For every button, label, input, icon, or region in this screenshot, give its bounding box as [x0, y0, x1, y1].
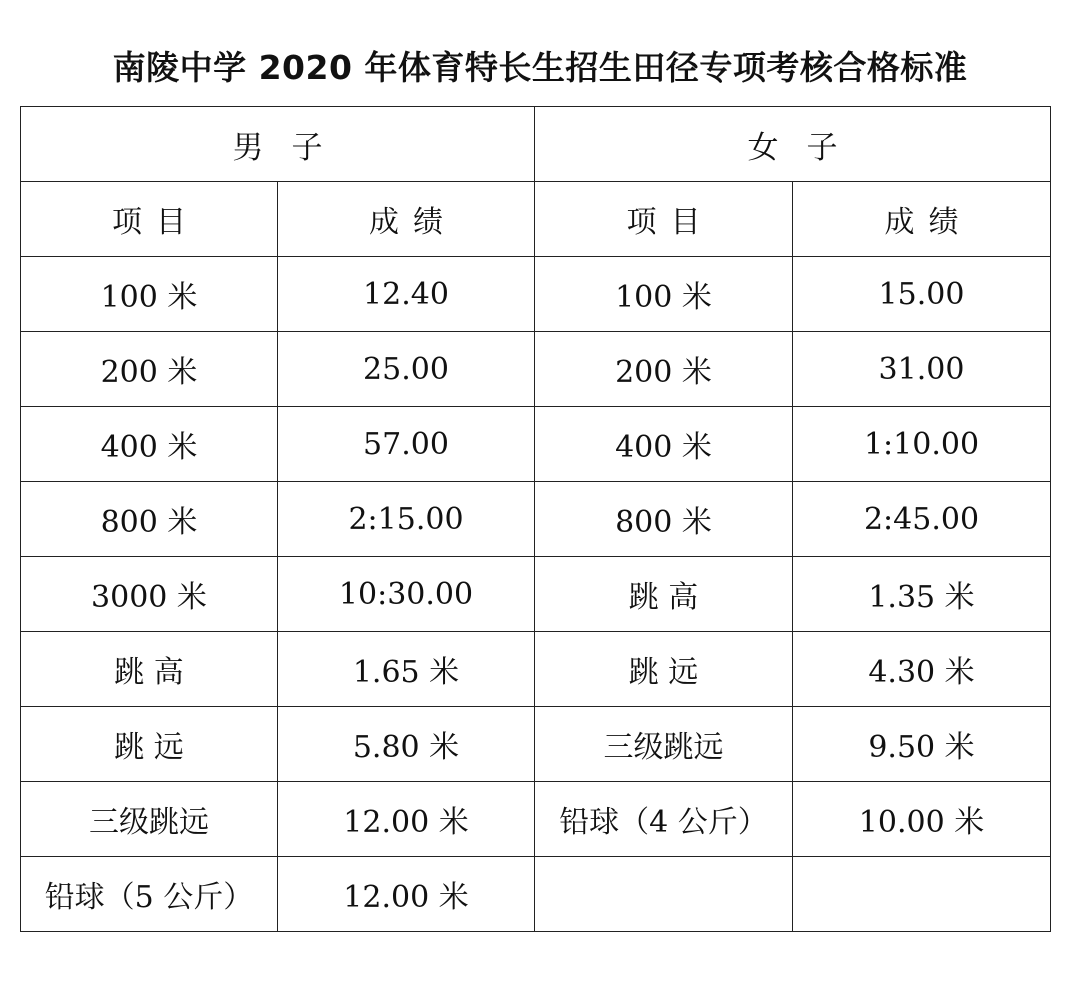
- male-event-header: 项目: [21, 182, 278, 257]
- table-row: [21, 332, 1051, 407]
- table-row: [21, 407, 1051, 482]
- male-header: 男子: [21, 107, 535, 182]
- male-score-cell: 12.00 米: [278, 782, 535, 857]
- female-event-cell: 三级跳远: [535, 707, 793, 782]
- table-row: [21, 257, 1051, 332]
- male-score-cell: 2:15.00: [278, 482, 535, 557]
- female-event-cell: 跳 高: [535, 557, 793, 632]
- male-score-cell: 12.40: [278, 257, 535, 332]
- male-event-cell: 跳 远: [21, 707, 278, 782]
- female-score-cell: 4.30 米: [793, 632, 1051, 707]
- female-score-cell: 2:45.00: [793, 482, 1051, 557]
- male-score-cell: 5.80 米: [278, 707, 535, 782]
- female-event-cell-empty: [535, 857, 793, 932]
- male-score-header: 成绩: [278, 182, 535, 257]
- table-row: [21, 632, 1051, 707]
- female-event-header: 项目: [535, 182, 793, 257]
- table-row: [21, 482, 1051, 557]
- male-score-cell: 1.65 米: [278, 632, 535, 707]
- female-score-cell: 1.35 米: [793, 557, 1051, 632]
- male-event-cell: 800 米: [21, 482, 278, 557]
- male-score-cell: 12.00 米: [278, 857, 535, 932]
- male-event-cell: 100 米: [21, 257, 278, 332]
- table-row: [21, 557, 1051, 632]
- male-event-cell: 跳 高: [21, 632, 278, 707]
- table-row: [21, 857, 1051, 932]
- male-score-cell: 25.00: [278, 332, 535, 407]
- table-row: [21, 707, 1051, 782]
- female-event-cell: 400 米: [535, 407, 793, 482]
- female-event-cell: 100 米: [535, 257, 793, 332]
- female-score-cell: 15.00: [793, 257, 1051, 332]
- female-header: 女子: [535, 107, 1051, 182]
- female-event-cell: 铅球（4 公斤）: [535, 782, 793, 857]
- male-score-cell: 10:30.00: [278, 557, 535, 632]
- male-event-cell: 三级跳远: [21, 782, 278, 857]
- column-header-row: [21, 182, 1051, 257]
- female-score-cell: 1:10.00: [793, 407, 1051, 482]
- female-event-cell: 跳 远: [535, 632, 793, 707]
- gender-header-row: [21, 107, 1051, 182]
- table-row: [21, 782, 1051, 857]
- standards-table: [20, 106, 1051, 932]
- female-score-cell: 9.50 米: [793, 707, 1051, 782]
- female-score-cell: 31.00: [793, 332, 1051, 407]
- male-event-cell: 200 米: [21, 332, 278, 407]
- female-event-cell: 200 米: [535, 332, 793, 407]
- female-score-cell-empty: [793, 857, 1051, 932]
- male-event-cell: 铅球（5 公斤）: [21, 857, 278, 932]
- male-event-cell: 400 米: [21, 407, 278, 482]
- male-score-cell: 57.00: [278, 407, 535, 482]
- female-event-cell: 800 米: [535, 482, 793, 557]
- female-score-header: 成绩: [793, 182, 1051, 257]
- document-title: 南陵中学 2020 年体育特长生招生田径专项考核合格标准: [112, 48, 968, 87]
- male-event-cell: 3000 米: [21, 557, 278, 632]
- standards-table-body: [21, 107, 1051, 932]
- female-score-cell: 10.00 米: [793, 782, 1051, 857]
